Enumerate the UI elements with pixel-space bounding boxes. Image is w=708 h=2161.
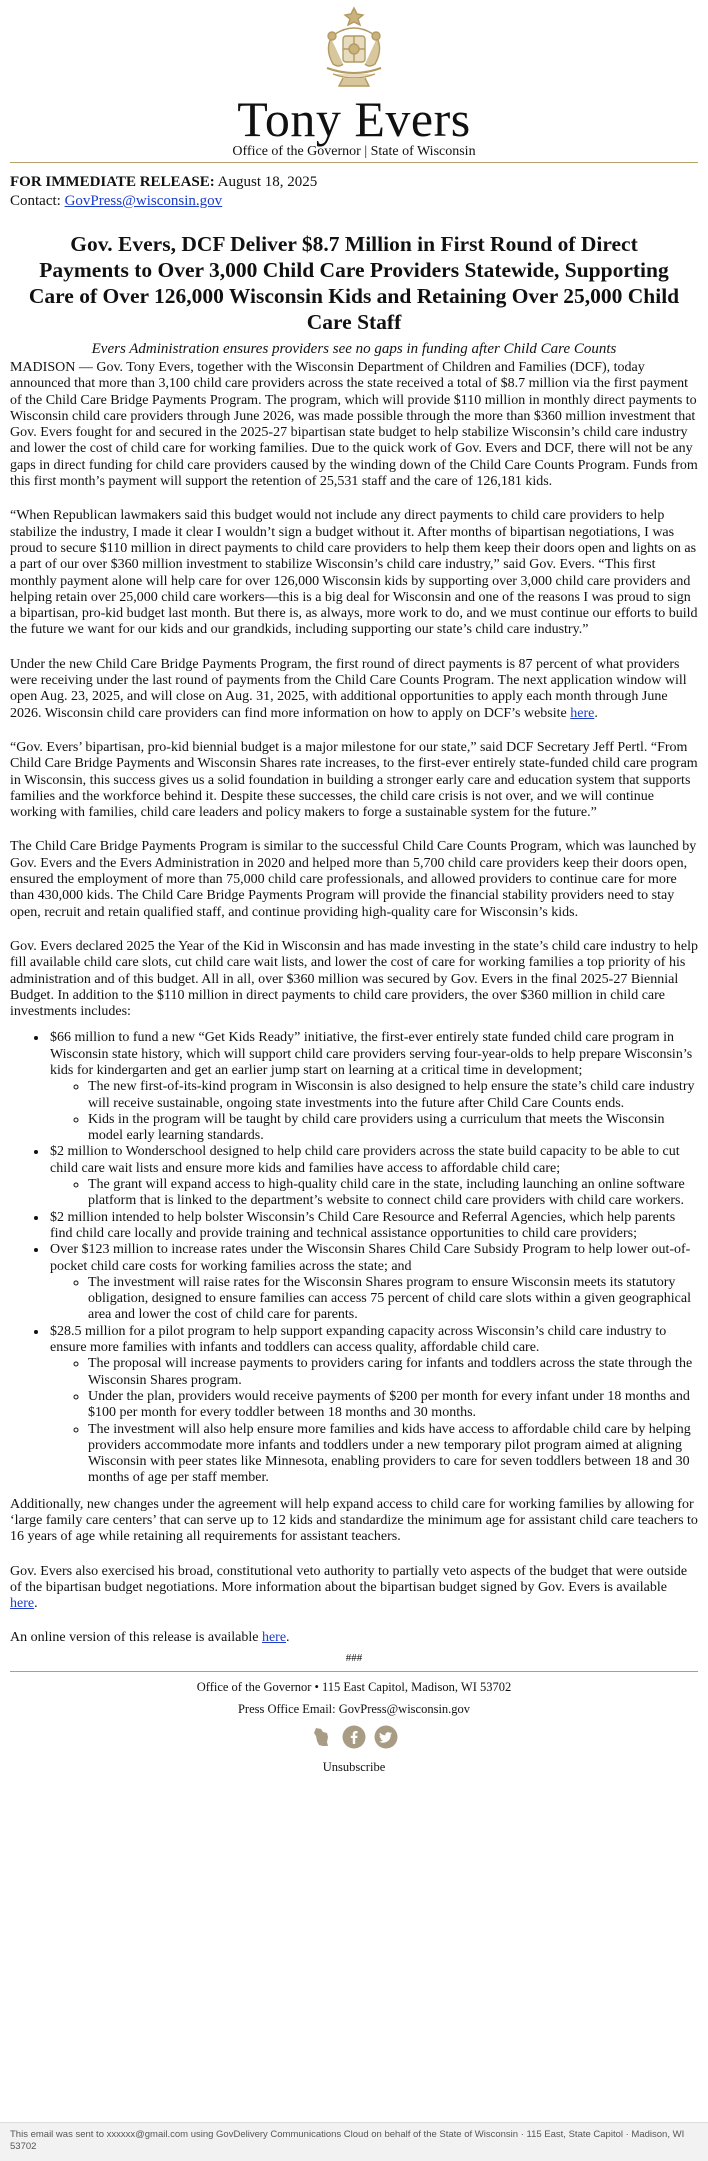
- sub-list: [50, 1275, 698, 1324]
- list-item-text: $2 million to Wonderschool designed to help child care providers across the state build capacity to be able to cut child care wait lists and ensure more kids and families have access to affordable child care;: [50, 1144, 680, 1176]
- paragraph-child-care-counts: The Child Care Bridge Payments Program is similar to the successful Child Care Counts Program, which was launched by Gov. Evers and the Evers Administration in 2020 and helped more than 5,700 child care providers keep their doors open, ensured the employment of more than 75,000 child care professionals, and allowed providers to continue care for more than 430,000 kids. The Child Care Bridge Payments Program will provide the financial stability providers need to stay open, recruit and retain qualified staff, and continue providing high-quality care for Wisconsin’s kids.: [10, 839, 697, 920]
- footer-divider: [10, 1671, 698, 1672]
- sub-list-item: ◦ Kids in the program will be taught by child care providers using a curriculum that meets the Wisconsin model early learning standards.: [88, 1112, 698, 1145]
- paragraph-veto-text: Gov. Evers also exercised his broad, constitutional veto authority to partially veto aspects of the budget that were outside of the bipartisan budget negotiations. More information about the bipartisan budget signed by Gov. Evers is available: [10, 1563, 688, 1595]
- paragraph-bridge-text: Under the new Child Care Bridge Payments Program, the first round of direct payments is 87 percent of what providers were receiving under the last round of payments from the Child Care Counts Program. The next application window will open Aug. 23, 2025, and will close on Aug. 31, 2025, with additional opportunities to apply each month through June 2026. Wisconsin child care providers can find more information on how to apply on DCF’s website: [10, 656, 687, 721]
- investments-list: [10, 1030, 698, 1486]
- paragraph-veto-end: .: [34, 1596, 38, 1612]
- sub-list-item: ◦ The new first-of-its-kind program in Wisconsin is also designed to help ensure the state’s child care industry will receive sustainable, ongoing state investments into the future after Child Care Counts ends.: [88, 1079, 698, 1112]
- twitter-icon[interactable]: [374, 1725, 398, 1749]
- masthead-subtitle: Office of the Governor | State of Wisconsin: [232, 144, 476, 159]
- paragraph-secretary-quote: “Gov. Evers’ bipartisan, pro-kid biennial budget is a major milestone for our state,” said DCF Secretary Jeff Pertl. “From Child Care Bridge Payments and Wisconsin Shares rate increases, to the first-ever entirely state-funded child care program in Wisconsin, this success gives us a solid foundation in building a stronger early care and education system that supports families and the workforce behind it. Despite these successes, the child care crisis is not over, and we will continue working with families, child care leaders and policy makers to forge a sustainable system for the future.”: [10, 739, 698, 821]
- budget-info-link[interactable]: here: [10, 1596, 35, 1612]
- release-label: FOR IMMEDIATE RELEASE:: [10, 174, 215, 190]
- sub-list-item: ◦ The proposal will increase payments to providers caring for infants and toddlers across the state through the Wisconsin Shares program.: [88, 1356, 698, 1389]
- paragraph-year-of-kid: Gov. Evers declared 2025 the Year of the Kid in Wisconsin and has made investing in the state’s child care industry to help fill available child care slots, cut child care wait lists, and lower the cost of care for working families a top priority of his administration and of this budget. All in all, over $360 million was secured by Gov. Evers in the final 2025-27 Biennial Budget. In addition to the $110 million in direct payments to child care providers, the over $360 million in child care investments includes:: [10, 938, 699, 1020]
- online-version-text: An online version of this release is available: [10, 1630, 262, 1646]
- paragraph-intro: MADISON — Gov. Tony Evers, together with the Wisconsin Department of Children and Families (DCF), today announced that more than 3,100 child care providers across the state received a total of $8.7 million via the first payment of the Child Care Bridge Payments Program. The program, which will provide $110 million in monthly direct payments to Wisconsin child care providers through June 2026, was made possible through the more than $360 million investment that Gov. Evers fought for and secured in the 2025-27 bipartisan state budget to help stabilize Wisconsin’s child care industry and lower the cost of child care for working families. Due to the quick work of Gov. Evers and DCF, there will not be any gaps in direct funding for child care providers caused by the winding down of the Child Care Counts Program. Funds from this first month’s payment will support the retention of 25,531 staff and the care of 126,181 kids.: [10, 360, 698, 490]
- list-item: [48, 1210, 698, 1243]
- list-item: [48, 1242, 698, 1323]
- wisconsin-state-icon[interactable]: [310, 1725, 334, 1749]
- list-item-text: $28.5 million for a pilot program to help support expanding capacity across Wisconsin’s child care industry to ensure more families with infants and toddlers can access quality, affordable child care.: [50, 1323, 667, 1356]
- delivery-footer: This email was sent to xxxxxx@gmail.com using GovDelivery Communications Cloud on behalf of the State of Wisconsin · 115 East, State Capitol · Madison, WI 53702: [0, 2122, 708, 2161]
- sub-list: [50, 1177, 698, 1210]
- masthead: [10, 0, 698, 163]
- contact-email-link[interactable]: GovPress@wisconsin.gov: [64, 193, 223, 209]
- masthead-divider: [10, 162, 698, 163]
- paragraph-veto: [10, 1564, 698, 1613]
- footer-address: Office of the Governor • 115 East Capitol, Madison, WI 53702: [196, 1679, 512, 1694]
- online-version-link[interactable]: here: [261, 1630, 287, 1646]
- sub-list-item: ◦ The investment will also help ensure more families and kids have access to affordable child care by helping providers accommodate more infants and toddlers under a new temporary pilot program aimed at aligning Wisconsin with peer states like Minnesota, enabling providers to care for seven toddlers between 18 and 30 months of age per staff member.: [88, 1422, 698, 1487]
- social-links: [10, 1725, 698, 1751]
- list-item-text: Over $123 million to increase rates under the Wisconsin Shares Child Care Subsidy Program to help lower out-of-pocket child care costs for working families across the state; and: [50, 1242, 691, 1274]
- paragraph-bridge-payments: [10, 657, 698, 722]
- sub-list: [50, 1079, 698, 1144]
- paragraph-bridge-end: .: [594, 705, 598, 721]
- masthead-name: Tony Evers: [237, 91, 471, 147]
- headline: Gov. Evers, DCF Deliver $8.7 Million in First Round of Direct Payments to Over 3,000 Child Care Providers Statewide, Supporting Care of Over 126,000 Wisconsin Kids and Retaining Over 25,000 Child Care Staff: [28, 232, 680, 334]
- online-version-end: .: [286, 1630, 290, 1646]
- contact-line: [10, 192, 698, 211]
- sub-list: [50, 1356, 698, 1486]
- list-item: [48, 1324, 698, 1487]
- contact-label: Contact:: [10, 193, 65, 209]
- sub-list-item: ◦ Under the plan, providers would receive payments of $200 per month for every infant under 18 months and $100 per month for every toddler between 18 months and 30 months.: [88, 1389, 698, 1422]
- list-item-text: $66 million to fund a new “Get Kids Ready” initiative, the first-ever entirely state funded child care program in Wisconsin state history, which will support child care providers serving four-year-olds to help prepare Wisconsin’s kids for kindergarten and get an earlier jump start on learning at a critical time in development;: [50, 1030, 693, 1078]
- release-date-line: [10, 173, 698, 192]
- release-info: [10, 173, 698, 211]
- paragraph-large-family-care: Additionally, new changes under the agreement will help expand access to child care for working families by allowing for ‘large family care centers’ that can serve up to 12 kids and standardize the minimum age for assistant child care teachers to 16 years of age while retaining all requirements for assistant teachers.: [10, 1496, 698, 1545]
- list-item: [48, 1030, 698, 1144]
- end-mark: ###: [345, 1651, 363, 1664]
- release-date: August 18, 2025: [214, 174, 318, 190]
- facebook-icon[interactable]: [342, 1725, 366, 1749]
- subheadline: Evers Administration ensures providers see no gaps in funding after Child Care Counts: [91, 341, 617, 357]
- dcf-website-link[interactable]: here: [570, 705, 595, 721]
- unsubscribe-link[interactable]: Unsubscribe: [322, 1759, 386, 1774]
- paragraph-online-version: [10, 1630, 698, 1646]
- wisconsin-seal-icon: [313, 4, 395, 90]
- sub-list-item: ◦ The investment will raise rates for the Wisconsin Shares program to ensure Wisconsin meets its statutory obligation, designed to ensure families can access 75 percent of child care slots within a given geographical area and lower the cost of child care for parents.: [88, 1275, 698, 1324]
- sub-list-item: ◦ The grant will expand access to high-quality child care in the state, including launching an online software platform that is linked to the department’s website to connect child care providers with child care workers.: [88, 1177, 698, 1210]
- list-item: [48, 1144, 698, 1209]
- paragraph-governor-quote: “When Republican lawmakers said this budget would not include any direct payments to child care providers to help stabilize the industry, I made it clear I wouldn’t sign a budget without it. After months of bipartisan negotiations, I was proud to secure $110 million in direct payments to child care providers to help them keep their doors open and lights on as a part of our over $360 million investment to stabilize Wisconsin’s child care industry,” said Gov. Evers. “This first monthly payment alone will help care for over 126,000 Wisconsin kids by supporting over 3,000 child care providers and helping retain over 25,000 child care workers—this is a big deal for Wisconsin and one of the reasons I was proud to sign a bipartisan, pro-kid budget last month. But there is, as always, more work to do, and we must continue our efforts to build the future we want for our kids and our grandkids, including supporting our state’s child care industry.”: [10, 508, 698, 638]
- footer-press-email: Press Office Email: GovPress@wisconsin.gov: [237, 1701, 471, 1716]
- list-item-text: $2 million intended to help bolster Wisconsin’s Child Care Resource and Referral Agencies, which help parents find child care locally and provide training and technical assistance opportunities to child care providers;: [50, 1209, 676, 1241]
